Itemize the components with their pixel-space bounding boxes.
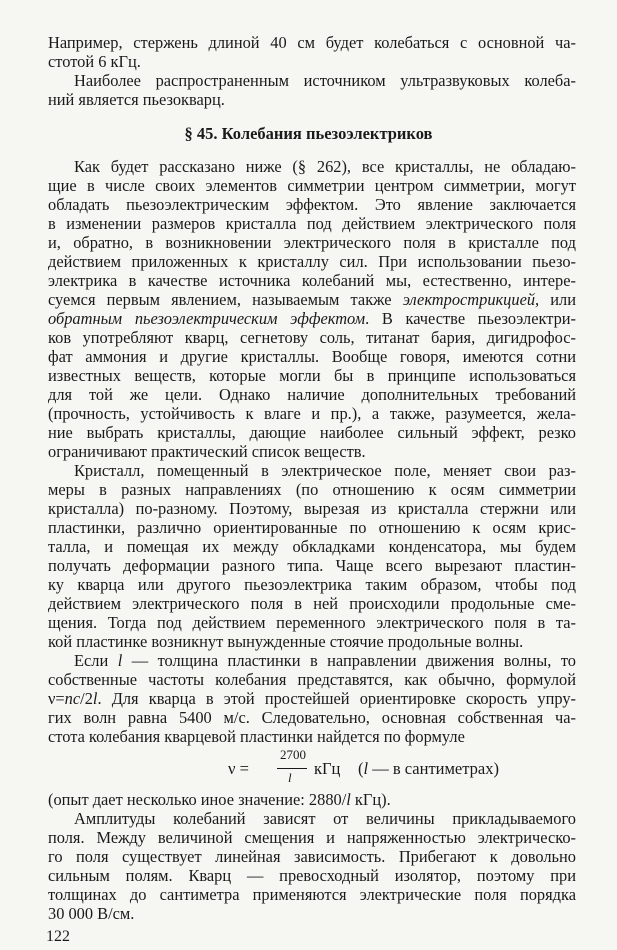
text-line: действием электрического поля в ней происходили продольные сме- (48, 594, 576, 613)
text-line: ний является пьезокварц. (48, 90, 225, 109)
text-line: обладать пьезоэлектрическим эффектом. Это явление заключается (48, 195, 576, 214)
text-line: меры в разных направлениях (по отношению к осям симметрии (48, 480, 576, 499)
text-line: обратным пьезоэлектрическим эффектом. В качестве пьезоэлектри- (48, 309, 577, 328)
text-line: Если l — толщина пластинки в направлении движения волны, то (74, 651, 576, 670)
text-line: для той же цели. Однако наличие дополнительных требований (48, 385, 576, 404)
text-line: 30 000 В/см. (48, 904, 135, 923)
text-line: ν=nc/2l. Для кварца в этой простейшей ориентировке скорость упру- (48, 689, 576, 708)
text-line: поля. Между величиной смещения и напряженностью электрическо- (48, 828, 576, 847)
formula-numerator: 2700 (280, 747, 306, 762)
formula-unit: кГц (314, 759, 341, 778)
text-line: ограничивают практический список веществ. (48, 442, 366, 461)
text-line: Кристалл, помещенный в электрическое поле, меняет свои раз- (74, 461, 576, 480)
text-line: сильным полям. Кварц — превосходный изолятор, поэтому при (48, 866, 576, 885)
text-line: суемся первым явлением, называемым также электрострикцией, или (48, 290, 576, 309)
section-heading: § 45. Колебания пьезоэлектриков (184, 124, 433, 143)
text-line: толщинах до сантиметра применяются электрические поля порядка (48, 885, 576, 904)
text-line: Как будет рассказано ниже (§ 262), все кристаллы, не обладаю- (74, 157, 576, 176)
text-line: ние выбрать кристаллы, дающие наиболее сильный эффект, резко (48, 423, 576, 442)
formula-note: (l — в сантиметрах) (358, 759, 499, 778)
text-line: го поля существует линейная зависимость. Прибегают к довольно (48, 847, 576, 866)
page-number: 122 (46, 928, 70, 945)
text-line: собственные частоты колебания представятся, как обычно, формулой (48, 670, 576, 689)
text-line: Наиболее распространенным источником ультразвуковых колеба- (74, 71, 576, 90)
text-line: Например, стержень длиной 40 см будет колебаться с основной ча- (48, 33, 576, 52)
text-line: известных веществ, которые могли бы в принципе использоваться (48, 366, 576, 385)
text-line: ков употребляют кварц, сегнетову соль, титанат бария, дигидрофос- (48, 328, 576, 347)
text-line: ку кварца или другого пьезоэлектрика таким образом, чтобы под (48, 575, 576, 594)
text-line: (прочность, устойчивость к влаге и пр.), а также, разумеется, жела- (48, 404, 576, 423)
text-line: кой пластинке возникнут вынужденные стоячие продольные волны. (48, 632, 524, 651)
text-line: электрика в качестве источника колебаний мы, естественно, интере- (48, 271, 576, 290)
formula-lhs: ν = (228, 759, 249, 778)
text-line: Амплитуды колебаний зависят от величины прикладываемого (74, 809, 576, 828)
text-line: фат аммония и другие кристаллы. Вообще говоря, имеются сотни (48, 347, 576, 366)
text-line: гих волн равна 5400 м/с. Следовательно, основная собственная ча- (48, 708, 576, 727)
text-line: пластинки, различно ориентированные по отношению к осям крис- (48, 518, 576, 537)
text-line: получать деформации разного типа. Чаще всего вырезают пластин- (48, 556, 576, 575)
text-line: действием приложенных к кристаллу сил. При использовании пьезо- (48, 252, 576, 271)
text-line: (опыт дает несколько иное значение: 2880/l кГц). (48, 790, 391, 809)
text-line: щения. Тогда под действием переменного электрического поля в та- (48, 613, 576, 632)
fraction-bar (277, 768, 307, 769)
text-line: кристалла) по-разному. Поэтому, вырезая из кристалла стержни или (48, 499, 576, 518)
text-line: щие в числе своих элементов симметрии центром симметрии, могут (48, 176, 576, 195)
text-line: и, обратно, в возникновении электрического поля в кристалле под (48, 233, 576, 252)
text-line: стота колебания кварцевой пластинки найдется по формуле (48, 727, 465, 746)
text-line: стотой 6 кГц. (48, 52, 141, 71)
text-line: талла, и помещая их между обкладками конденсатора, мы будем (48, 537, 576, 556)
formula-denominator: l (288, 770, 292, 785)
text-line: в изменении размеров кристалла под действием электрического поля (48, 214, 576, 233)
